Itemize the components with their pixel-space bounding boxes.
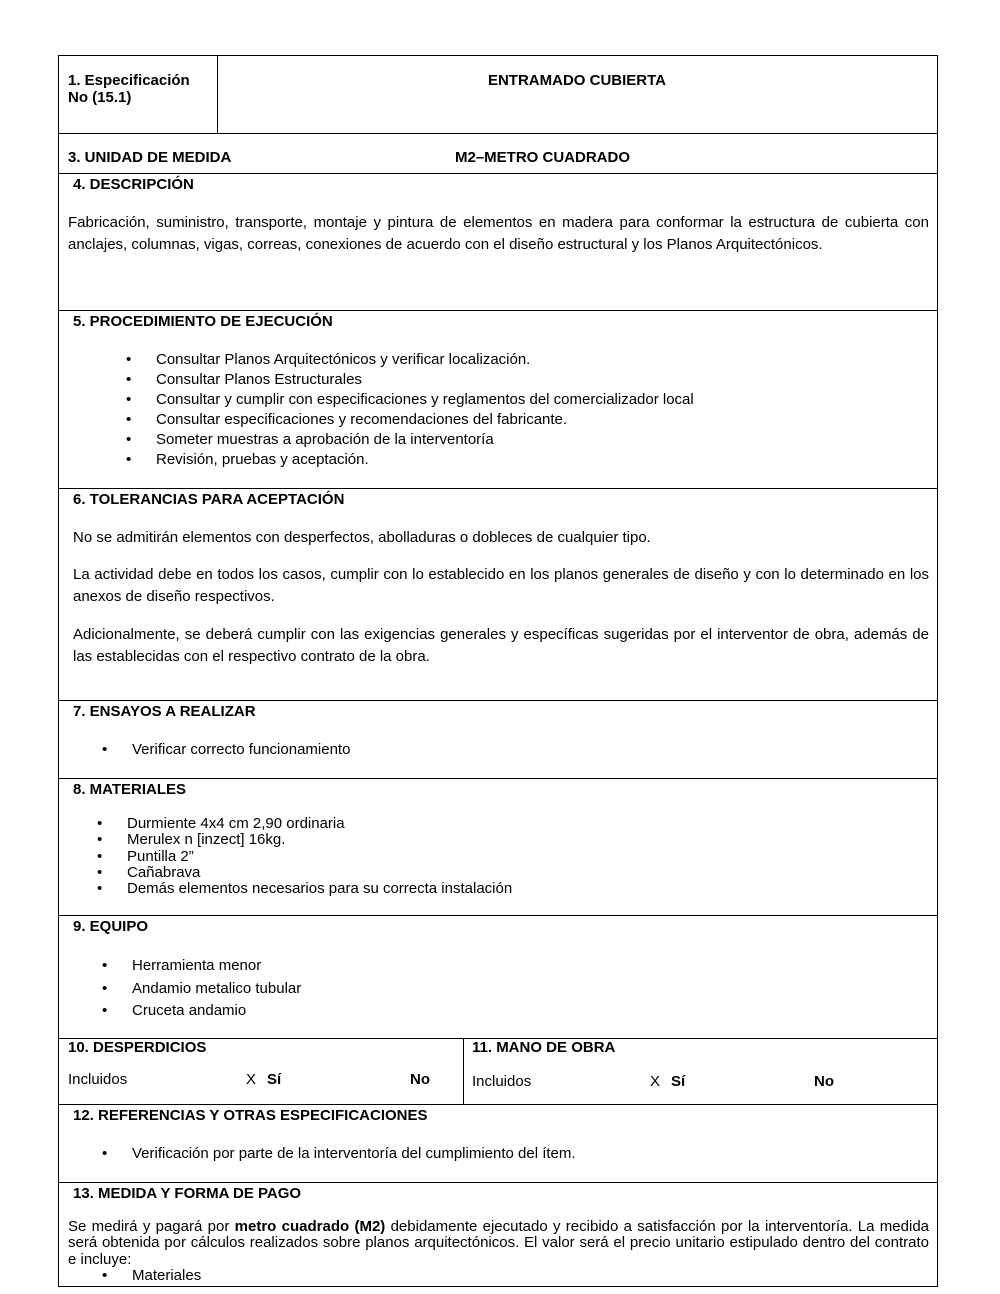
waste-heading: 10. DESPERDICIOS [68,1039,207,1056]
list-item: • Consultar especificaciones y recomendaciones del fabricante. [156,410,926,430]
references-section [59,1105,937,1183]
labor-no-option: No [814,1073,834,1090]
tests-section [59,701,937,779]
tolerances-paragraph-3: Adicionalmente, se deberá cumplir con las exigencias generales y específicas sugeridas por el interventor de obra, además de las establecidas con el respectivo contrato de la obra. [73,626,929,665]
unit-row [59,134,937,174]
references-list [132,1144,912,1164]
list-item: • Verificar correcto funcionamiento [132,740,912,760]
list-item: • Puntilla 2” [127,849,907,865]
list-item: • Cañabrava [127,865,907,881]
equipment-section [59,916,937,1039]
tests-heading: 7. ENSAYOS A REALIZAR [73,703,256,720]
procedure-list [156,350,926,470]
list-item: • Someter muestras a aprobación de la interventoría [156,430,926,450]
waste-labor-divider [463,1039,464,1104]
payment-heading: 13. MEDIDA Y FORMA DE PAGO [73,1185,302,1202]
header-divider [217,56,218,133]
list-item: • Verificación por parte de la interventoría del cumplimiento del ítem. [132,1144,912,1164]
payment-text [68,1219,929,1268]
description-text: Fabricación, suministro, transporte, montaje y pintura de elementos en madera para conformar la estructura de cubierta con anclajes, columnas, vigas, correas, conexiones de acuerdo con el diseño estructural y los Planos Arquitectónicos. [68,214,929,253]
materials-section [59,779,937,916]
labor-heading: 11. MANO DE OBRA [472,1039,616,1056]
tolerances-paragraph-1: No se admitirán elementos con desperfectos, abolladuras o dobleces de cualquier tipo. [73,529,651,546]
procedure-section [59,311,937,489]
procedure-heading: 5. PROCEDIMIENTO DE EJECUCIÓN [73,313,333,330]
waste-labor-row [59,1039,937,1105]
description-heading: 4. DESCRIPCIÓN [73,176,194,193]
list-item: • Cruceta andamio [132,1000,912,1023]
labor-yes-option: Sí [671,1073,686,1090]
waste-no-option: No [410,1071,430,1088]
materials-heading: 8. MATERIALES [73,781,187,798]
waste-yes-option: Sí [267,1071,282,1088]
unit-value: M2–METRO CUADRADO [455,149,631,166]
tolerances-paragraph-2: La actividad debe en todos los casos, cumplir con lo establecido en los planos generales de diseño y con lo determinado en los anexos de diseño respectivos. [73,566,929,605]
list-item: • Materiales [132,1268,912,1284]
payment-list [132,1268,912,1284]
materials-list [127,816,907,897]
list-item: • Consultar Planos Arquitectónicos y verificar localización. [156,350,926,370]
specification-sheet [58,55,938,1287]
payment-text-part-1: Se medirá y pagará por [68,1218,235,1235]
list-item: • Consultar Planos Estructurales [156,370,926,390]
list-item: • Demás elementos necesarios para su correcta instalación [127,881,907,897]
list-item: • Revisión, pruebas y aceptación. [156,450,926,470]
unit-label: 3. UNIDAD DE MEDIDA [68,149,232,166]
list-item: • Andamio metalico tubular [132,978,912,1001]
references-heading: 12. REFERENCIAS Y OTRAS ESPECIFICACIONES [73,1107,428,1124]
equipment-list [132,955,912,1023]
list-item: • Durmiente 4x4 cm 2,90 ordinaria [127,816,907,832]
payment-section [59,1183,937,1286]
spec-title: ENTRAMADO CUBIERTA [487,72,667,89]
spec-number-label: 1. Especificación No (15.1) [68,72,190,106]
payment-text-part-2: debidamente ejecutado y recibido a satisfacción por la interventoría. La medida será obtenida por cálculos realizados sobre planos arquitectónicos. El valor será el precio unitario estipulado dentro del contrato e incluye: [68,1218,929,1268]
labor-mark: X [650,1073,661,1090]
tests-list [132,740,912,760]
waste-mark: X [246,1071,257,1088]
tolerances-heading: 6. TOLERANCIAS PARA ACEPTACIÓN [73,491,345,508]
payment-unit-emphasis: metro cuadrado (M2) [234,1218,386,1235]
tolerances-section [59,489,937,701]
description-section [59,174,937,311]
equipment-heading: 9. EQUIPO [73,918,149,935]
list-item: • Merulex n [inzect] 16kg. [127,832,907,848]
list-item: • Consultar y cumplir con especificaciones y reglamentos del comercializador local [156,390,926,410]
header-row [59,56,937,134]
list-item: • Herramienta menor [132,955,912,978]
labor-included-label: Incluidos [472,1073,532,1090]
waste-included-label: Incluidos [68,1071,128,1088]
